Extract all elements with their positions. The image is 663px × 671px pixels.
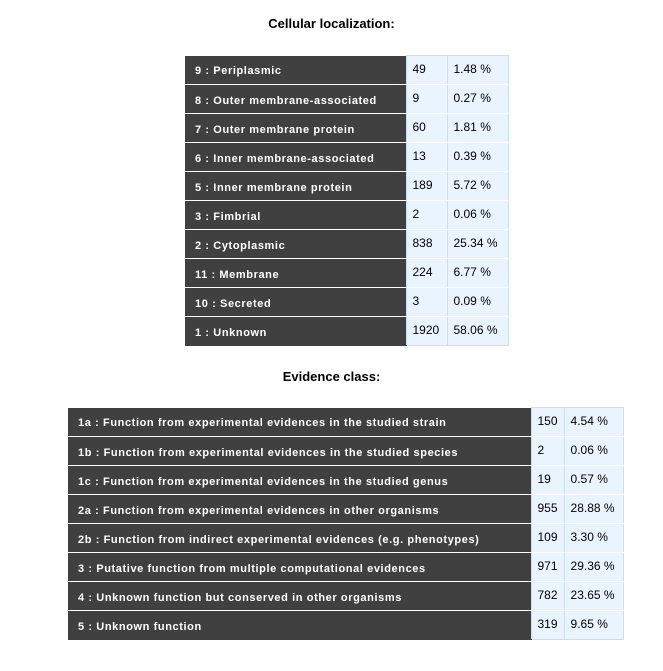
row-label: 1 : Unknown <box>185 317 406 346</box>
row-label: 1b : Function from experimental evidences in the studied species <box>68 437 531 466</box>
row-count: 1920 <box>406 317 447 346</box>
row-percentage: 23.65 % <box>564 582 623 611</box>
table-row <box>68 408 623 437</box>
row-percentage: 1.81 % <box>447 114 508 143</box>
row-percentage: 0.27 % <box>447 85 508 114</box>
row-percentage: 29.36 % <box>564 553 623 582</box>
row-count: 19 <box>531 466 564 495</box>
table-row <box>185 317 508 346</box>
table-row <box>185 143 508 172</box>
row-percentage: 3.30 % <box>564 524 623 553</box>
table-row <box>185 114 508 143</box>
row-percentage: 1.48 % <box>447 56 508 85</box>
row-count: 971 <box>531 553 564 582</box>
table-row <box>68 582 623 611</box>
row-percentage: 25.34 % <box>447 230 508 259</box>
table-row <box>68 495 623 524</box>
row-count: 189 <box>406 172 447 201</box>
table-row <box>185 201 508 230</box>
row-count: 60 <box>406 114 447 143</box>
row-count: 109 <box>531 524 564 553</box>
row-label: 2b : Function from indirect experimental evidences (e.g. phenotypes) <box>68 524 531 553</box>
row-label: 8 : Outer membrane-associated <box>185 85 406 114</box>
table-row <box>68 611 623 640</box>
row-percentage: 0.06 % <box>447 201 508 230</box>
row-label: 1c : Function from experimental evidences in the studied genus <box>68 466 531 495</box>
localization-table <box>185 55 509 346</box>
row-percentage: 4.54 % <box>564 408 623 437</box>
table-row <box>185 172 508 201</box>
row-label: 3 : Fimbrial <box>185 201 406 230</box>
table-row <box>185 259 508 288</box>
table-row <box>185 230 508 259</box>
row-count: 319 <box>531 611 564 640</box>
row-percentage: 6.77 % <box>447 259 508 288</box>
row-label: 7 : Outer membrane protein <box>185 114 406 143</box>
row-percentage: 0.09 % <box>447 288 508 317</box>
row-label: 9 : Periplasmic <box>185 56 406 85</box>
row-percentage: 28.88 % <box>564 495 623 524</box>
table-row <box>68 524 623 553</box>
localization-title: Cellular localization: <box>268 16 395 31</box>
row-count: 224 <box>406 259 447 288</box>
row-label: 2a : Function from experimental evidences in other organisms <box>68 495 531 524</box>
row-count: 955 <box>531 495 564 524</box>
row-count: 782 <box>531 582 564 611</box>
evidence-title: Evidence class: <box>282 369 381 384</box>
row-label: 5 : Unknown function <box>68 611 531 640</box>
evidence-table-body <box>68 408 623 640</box>
row-percentage: 5.72 % <box>447 172 508 201</box>
row-percentage: 0.57 % <box>564 466 623 495</box>
row-count: 838 <box>406 230 447 259</box>
row-label: 5 : Inner membrane protein <box>185 172 406 201</box>
row-percentage: 58.06 % <box>447 317 508 346</box>
row-count: 9 <box>406 85 447 114</box>
row-label: 2 : Cytoplasmic <box>185 230 406 259</box>
row-label: 3 : Putative function from multiple computational evidences <box>68 553 531 582</box>
evidence-table <box>68 407 624 640</box>
row-label: 11 : Membrane <box>185 259 406 288</box>
row-percentage: 9.65 % <box>564 611 623 640</box>
row-label: 1a : Function from experimental evidences in the studied strain <box>68 408 531 437</box>
row-count: 13 <box>406 143 447 172</box>
row-label: 4 : Unknown function but conserved in other organisms <box>68 582 531 611</box>
row-percentage: 0.39 % <box>447 143 508 172</box>
row-label: 6 : Inner membrane-associated <box>185 143 406 172</box>
row-count: 3 <box>406 288 447 317</box>
row-count: 2 <box>406 201 447 230</box>
table-row <box>68 437 623 466</box>
table-row <box>68 466 623 495</box>
table-row <box>68 553 623 582</box>
row-count: 150 <box>531 408 564 437</box>
row-count: 2 <box>531 437 564 466</box>
table-row <box>185 288 508 317</box>
row-percentage: 0.06 % <box>564 437 623 466</box>
table-row <box>185 85 508 114</box>
localization-table-body <box>185 56 508 346</box>
table-row <box>185 56 508 85</box>
row-label: 10 : Secreted <box>185 288 406 317</box>
row-count: 49 <box>406 56 447 85</box>
